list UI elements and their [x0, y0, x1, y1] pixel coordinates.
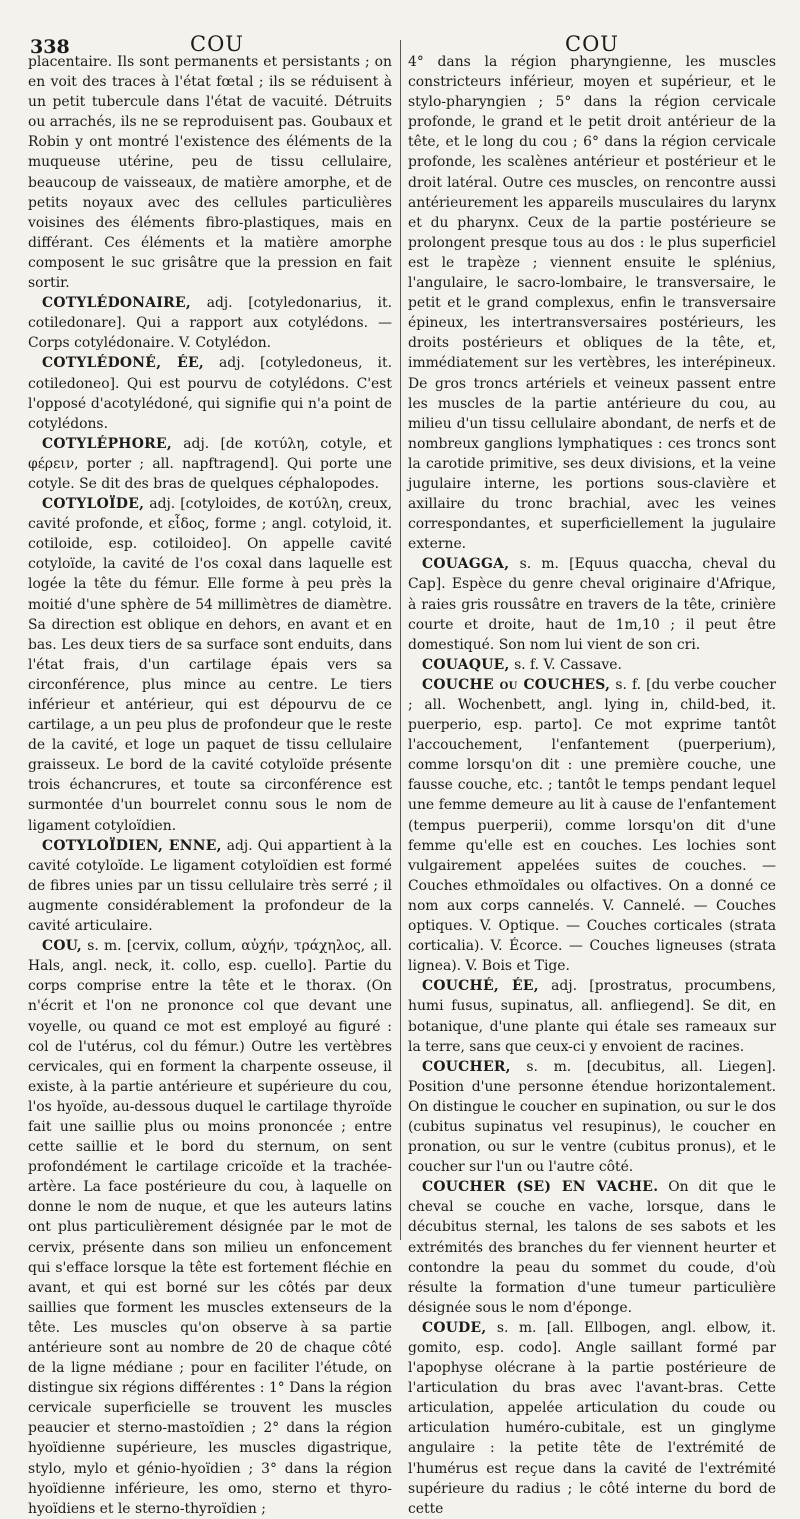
entry-cotyledonaire [28, 293, 392, 353]
column-divider [400, 40, 401, 1240]
headword: COUCHER, [422, 1058, 511, 1075]
entry-text: s. m. [cervix, collum, αὐχήν, τράχηλος, all. Hals, angl. neck, it. collo, esp. cuello]. Partie du corps comprise entre la tête et le thorax. (On n'écrit et l'on ne prononce col que devant une voyelle, ou quand ce mot est employé au figuré : col de l'utérus, col du fémur.) Outre les vertèbres cervicales, qui en forment la charpente osseuse, il existe, à la partie antérieure et supérieure du cou, l'os hyoïde, au-dessous duquel le cartilage thyroïde fait une saillie plus ou moins prononcée ; entre cette saillie et le bord du sternum, on sent profondément le cartilage cricoïde et la trachée-artère. La face postérieure du cou, à laquelle on donne le nom de nuque, et que les auteurs latins ont plus particulièrement désignée par le mot de cervix, présente dans son milieu un enfoncement qui s'efface lorsque la tête est fortement fléchie en avant, et qui est borné sur les côtés par deux saillies que forment les muscles extenseurs de la tête. Les muscles qu'on observe à sa partie antérieure sont au nombre de 20 de chaque côté de la ligne médiane ; pour en faciliter l'étude, on distingue six régions différentes : 1° Dans la région cervicale superficielle se trouvent les muscles peaucier et sterno-mastoïdien ; 2° dans la région hyoïdienne supérieure, les muscles digastrique, stylo, mylo et génio-hyoïdien ; 3° dans la région hyoïdienne inférieure, les omo, sterno et thyro-hyoïdiens et le sterno-thyroïdien ; [28, 938, 392, 1517]
entry-couagga [408, 554, 776, 654]
entry-cotyloidien [28, 836, 392, 936]
entry-couaque [408, 655, 776, 675]
left-column [28, 52, 392, 1519]
entry-coucher [408, 1057, 776, 1178]
entry-cotyledone [28, 353, 392, 433]
entry-couche [408, 675, 776, 976]
headword: COTYLÉDONAIRE, [42, 295, 192, 312]
headword: COTYLOÏDE, [42, 496, 145, 513]
headword: COUAGGA, [422, 556, 510, 573]
entry-text: On dit que le cheval se couche en vache, lorsque, dans le décubitus sternal, les talons de ses sabots et les extrémités des branches du fer viennent heurter et contondre la peau du sommet du coude, d'où résulte la formation d'une tumeur particulière désignée sous le nom d'éponge. [408, 1179, 776, 1316]
headword: COTYLÉDONÉ, ÉE, [42, 355, 204, 372]
entry-cotyloide [28, 494, 392, 836]
entry-text: adj. [cotyloides, de κοτύλη, creux, cavité profonde, et εἶδος, forme ; angl. cotyloid, it. cotiloide, esp. cotiloideo]. On appelle cavité cotyloïde, la cavité de l'os coxal dans laquelle est logée la tête du fémur. Elle forme à peu près la moitié d'une sphère de 54 millimètres de diamètre. Sa direction est oblique en dehors, en avant et en bas. Les deux tiers de sa surface sont enduits, dans l'état frais, d'un cartilage épais vers sa circonférence, plus mince au centre. Le tiers inférieur et antérieur, qui est dépourvu de ce cartilage, a un peu plus de profondeur que le reste de la cavité, et loge un paquet de tissu cellulaire graisseux. Le bord de la cavité cotyloïde présente trois échancrures, et toute sa circonférence est surmontée d'un bourrelet connu sous le nom de ligament cotyloïdien. [28, 496, 392, 834]
entry-continued [28, 52, 392, 293]
entry-cotylephore [28, 434, 392, 494]
entry-text: placentaire. Ils sont permanents et persistants ; on en voit des traces à l'état fœtal ; ils se réduisent à un petit tubercule dans l'état de vacuité. Détruits ou arrachés, ils ne se reproduisent pas. Goubaux et Robin y ont montré l'existence des éléments de la muqueuse utérine, peu de tissu cellulaire, beaucoup de vaisseaux, de matière amorphe, et de petits noyaux avec des cellules particulières voisines des éléments fibro-plastiques, mais en différant. Ces éléments et la matière amorphe composent le suc grisâtre que la pression en fait sortir. [28, 54, 392, 292]
headword: COTYLOÏDIEN, ENNE, [42, 837, 222, 854]
headword: COUAQUE, [422, 656, 510, 673]
entry-coude [408, 1318, 776, 1519]
page-number: 338 [30, 36, 70, 58]
headword: COUCHÉ, ÉE, [422, 978, 539, 995]
entry-cou [28, 936, 392, 1519]
headword: COUDE, [422, 1319, 487, 1336]
running-head-right: COU [565, 32, 619, 56]
entry-text: s. m. [decubitus, all. Liegen]. Position d'une personne étendue horizontalement. On distingue le coucher en supination, ou sur le dos (cubitus supinatus vel resupinus), le coucher en pronation, ou sur le ventre (cubitus pronus), et le coucher sur l'un ou l'autre côté. [408, 1058, 776, 1176]
entry-text: adj. Qui appartient à la cavité cotyloïde. Le ligament cotyloïdien est formé de fibres unies par un tissu cellulaire très serré ; il augmente considérablement la profondeur de la cavité articulaire. [28, 837, 392, 935]
entry-coucher-en-vache [408, 1177, 776, 1318]
right-column [408, 52, 776, 1519]
entry-text: s. f. V. Cassave. [509, 656, 622, 673]
headword: COUCHE ou COUCHES, [422, 676, 611, 693]
running-head-left: COU [190, 32, 244, 56]
entry-text: adj. [de κοτύλη, cotyle, et φέρειν, porter ; all. napftragend]. Qui porte une cotyle. Se dit des bras de quelques céphalopodes. [28, 435, 392, 492]
entry-text: s. f. [du verbe coucher ; all. Wochenbett, angl. lying in, child-bed, it. puerperio, esp. parto]. Ce mot exprime tantôt l'accouchement, l'enfantement (puerperium), comme lorsqu'on dit : une première couche, une fausse couche, etc. ; tantôt le temps pendant lequel une femme demeure au lit à cause de l'enfantement (tempus puerperii), comme lorsqu'on dit d'une femme qu'elle est en couches. Les lochies sont vulgairement appelées suites de couches. — Couches ethmoïdales ou olfactives. On a donné ce nom aux corps cannelés. V. Cannelé. — Couches optiques. V. Optique. — Couches corticales (strata corticalia). V. Écorce. — Couches ligneuses (strata lignea). V. Bois et Tige. [408, 676, 776, 975]
entry-text: adj. [cotyledonarius, it. cotiledonare]. Qui a rapport aux cotylédons. — Corps cotylédonaire. V. Cotylédon. [28, 295, 392, 352]
entry-text: 4° dans la région pharyngienne, les muscles constricteurs inférieur, moyen et supérieur, et le stylo-pharyngien ; 5° dans la région cervicale profonde, le grand et le petit droit antérieur de la tête, et le long du cou ; 6° dans la région cervicale profonde, les scalènes antérieur et postérieur et le droit latéral. Outre ces muscles, on rencontre aussi antérieurement les appareils musculaires du larynx et du pharynx. Ceux de la partie postérieure se prolongent presque tous au dos : le plus superficiel est le trapèze ; viennent ensuite le splénius, l'angulaire, le sacro-lombaire, le transversaire, le petit et le grand complexus, enfin le transversaire épineux, les intertransversaires postérieurs, les droits postérieurs et obliques de la tête, et, immédiatement sur les vertèbres, les interépineux. De gros troncs artériels et veineux passent entre les muscles de la partie antérieure du cou, au milieu d'un tissu cellulaire abondant, de nerfs et de nombreux ganglions lymphatiques : ces troncs sont la carotide primitive, ses deux divisions, et la veine jugulaire interne, les portions sous-clavière et axillaire du tronc brachial, avec les veines correspondantes, et superficiellement la jugulaire externe. [408, 54, 776, 553]
headword: COTYLÉPHORE, [42, 435, 172, 452]
entry-continued [408, 52, 776, 554]
entry-text: adj. [cotyledoneus, it. cotiledoneo]. Qui est pourvu de cotylédons. C'est l'opposé d'acotylédoné, qui signifie qui n'a point de cotylédons. [28, 355, 392, 432]
entry-text: adj. [prostratus, procumbens, humi fusus, supinatus, all. anfliegend]. Se dit, en botanique, d'une plante qui étale ses rameaux sur la terre, sans que ceux-ci y envoient de racines. [408, 978, 776, 1055]
entry-text: s. m. [Equus quaccha, cheval du Cap]. Espèce du genre cheval originaire d'Afrique, à raies gris roussâtre en travers de la tête, crinière courte et droite, haut de 1m,10 ; il peut être domestiqué. Son nom lui vient de son cri. [408, 556, 776, 653]
headword: COUCHER (SE) EN VACHE. [422, 1179, 659, 1196]
entry-couche-adj [408, 976, 776, 1056]
headword: COU, [42, 938, 83, 955]
entry-text: s. m. [all. Ellbogen, angl. elbow, it. gomito, esp. codo]. Angle saillant formé par l'apophyse olécrane à la partie postérieure de l'articulation du bras avec l'avant-bras. Cette articulation, appelée articulation du coude ou articulation huméro-cubitale, est un ginglyme angulaire : la petite tête de l'extrémité de l'humérus est reçue dans la cavité de l'extrémité supérieure du radius ; le côté interne du bord de cette [408, 1319, 776, 1517]
